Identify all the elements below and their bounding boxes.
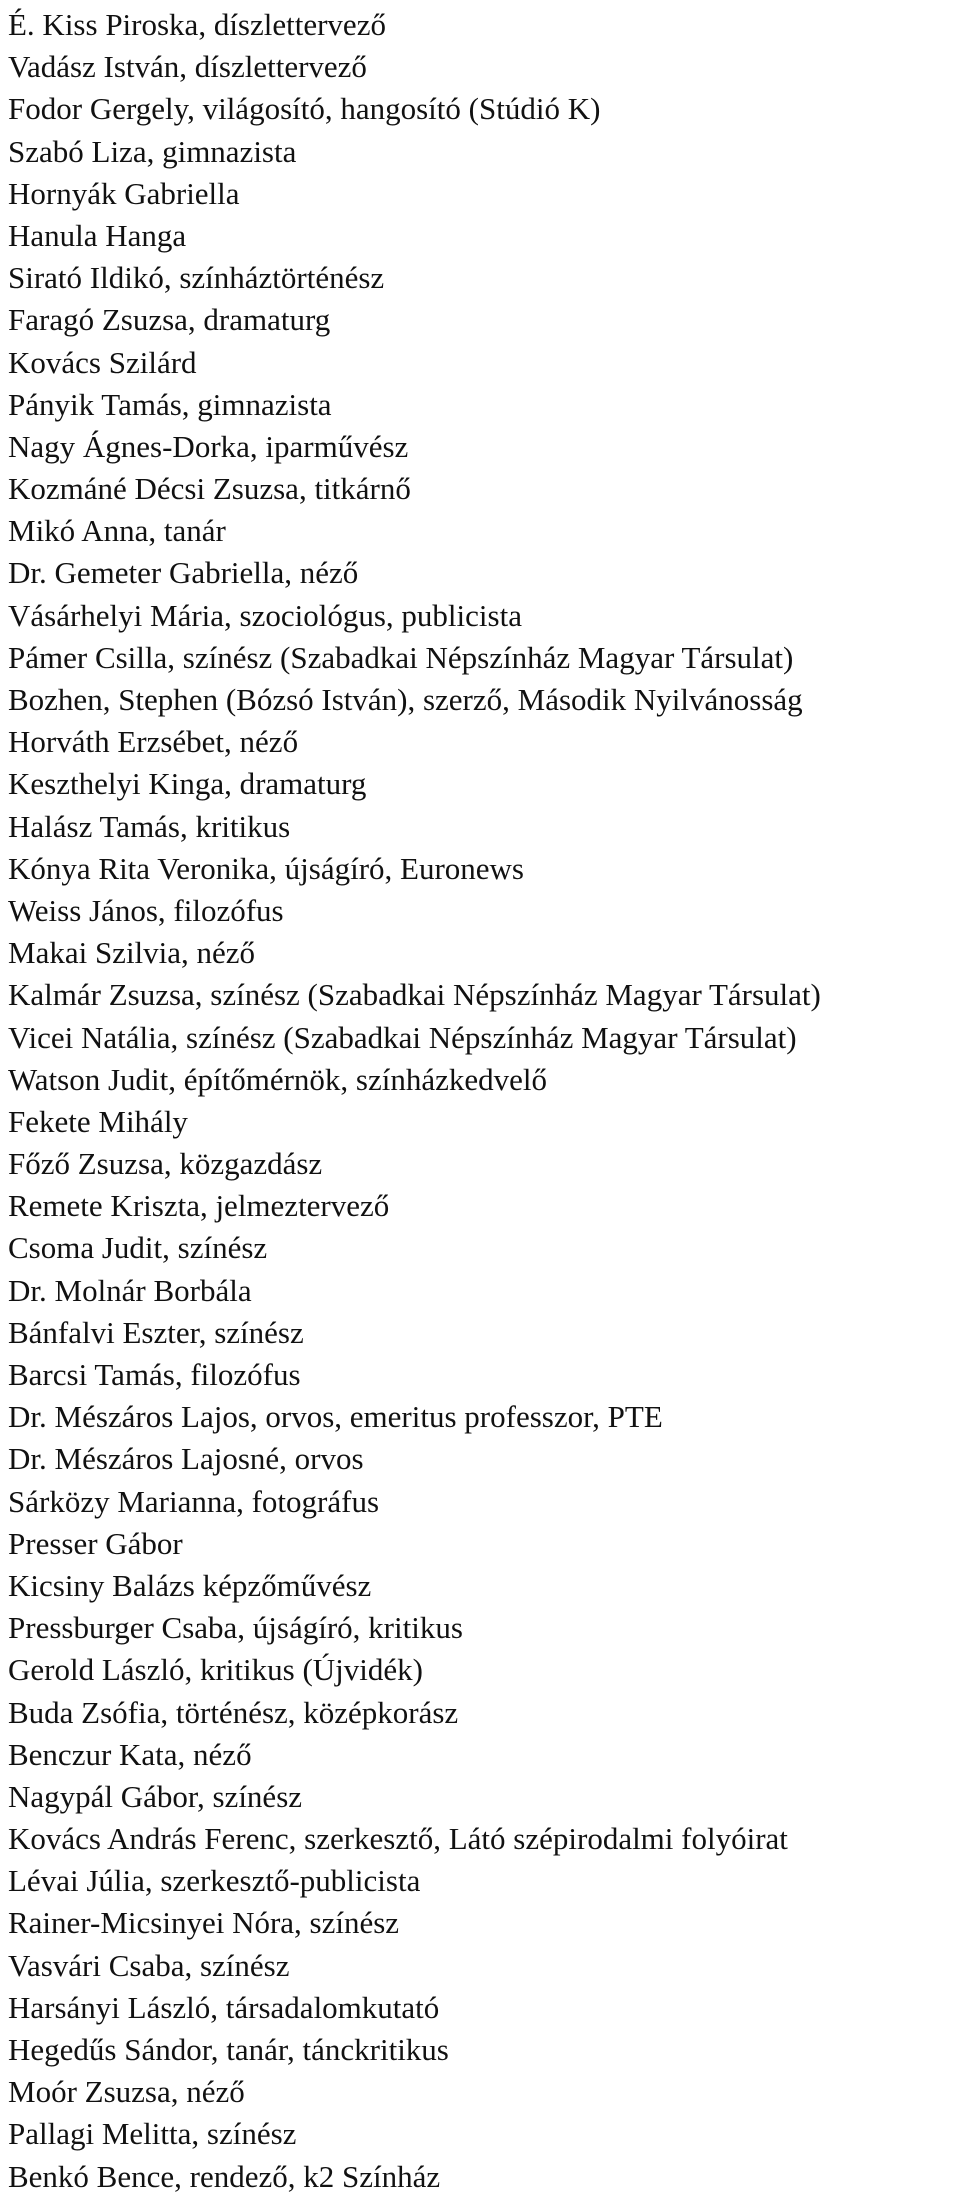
signatory-entry: Kozmáné Décsi Zsuzsa, titkárnő [8, 471, 411, 507]
signatory-entry: Nagy Ágnes-Dorka, iparművész [8, 428, 409, 464]
signatory-entry: Weiss János, filozófus [8, 892, 284, 928]
signatory-entry: Pallagi Melitta, színész [8, 2116, 297, 2152]
signatory-entry: Főző Zsuzsa, közgazdász [8, 1146, 323, 1182]
signatory-entry: Halász Tamás, kritikus [8, 808, 291, 844]
signatory-entry: Buda Zsófia, történész, középkorász [8, 1694, 459, 1730]
signatory-entry: Vadász István, díszlettervező [8, 49, 367, 85]
signatory-entry: Benczur Kata, néző [8, 1736, 252, 1772]
signatory-entry: Hornyák Gabriella [8, 175, 240, 211]
signatory-entry: Barcsi Tamás, filozófus [8, 1357, 301, 1392]
signatory-entry: Fekete Mihály [8, 1103, 188, 1139]
signatory-entry: Sirató Ildikó, színháztörténész [8, 260, 385, 296]
signatory-entry: Keszthelyi Kinga, dramaturg [8, 766, 367, 802]
signatory-entry: Remete Kriszta, jelmeztervező [8, 1188, 390, 1224]
signatory-entry: Makai Szilvia, néző [8, 935, 256, 971]
signatory-entry: Kovács Szilárd [8, 344, 197, 380]
signatory-entry: Bánfalvi Eszter, színész [8, 1314, 304, 1350]
signatory-entry: Hegedűs Sándor, tanár, tánckritikus [8, 2032, 449, 2067]
signatory-entry: Kónya Rita Veronika, újságíró, Euronews [8, 850, 524, 886]
signatory-entry: Moór Zsuzsa, néző [8, 2074, 245, 2110]
signatory-entry: Dr. Gemeter Gabriella, néző [8, 555, 359, 591]
signatory-entry: Hanula Hanga [8, 217, 187, 253]
signatory-entry: Nagypál Gábor, színész [8, 1778, 303, 1814]
signatory-entry: Horváth Erzsébet, néző [8, 724, 299, 760]
signatory-entry: Benkó Bence, rendező, k2 Színház [8, 2158, 441, 2194]
signatory-entry: Szabó Liza, gimnazista [8, 133, 297, 169]
signatory-entry: Vicei Natália, színész (Szabadkai Népszínház Magyar Társulat) [8, 1019, 797, 1055]
signatory-entry: Dr. Mészáros Lajos, orvos, emeritus professzor, PTE [8, 1399, 663, 1435]
signatory-entry: Pressburger Csaba, újságíró, kritikus [8, 1610, 463, 1646]
signatory-entry: Presser Gábor [8, 1525, 183, 1561]
signatory-entry: Vasvári Csaba, színész [8, 1947, 290, 1983]
signatory-entry: Kalmár Zsuzsa, színész (Szabadkai Népszínház Magyar Társulat) [8, 977, 821, 1013]
signatory-entry: Dr. Mészáros Lajosné, orvos [8, 1441, 364, 1477]
signatory-entry: Sárközy Marianna, fotográfus [8, 1483, 380, 1519]
signatory-entry: Mikó Anna, tanár [8, 513, 226, 549]
signatory-entry: É. Kiss Piroska, díszlettervező [8, 7, 386, 42]
signatory-entry: Dr. Molnár Borbála [8, 1272, 252, 1308]
signatory-entry: Rainer-Micsinyei Nóra, színész [8, 1905, 400, 1941]
signatory-entry: Gerold László, kritikus (Újvidék) [8, 1652, 423, 1688]
signatory-entry: Lévai Júlia, szerkesztő-publicista [8, 1863, 421, 1899]
signatory-entry: Harsányi László, társadalomkutató [8, 1989, 440, 2025]
signatory-entry: Bozhen, Stephen (Bózsó István), szerző, Második Nyilvánosság [8, 682, 803, 717]
signatory-entry: Pányik Tamás, gimnazista [8, 386, 332, 422]
signatory-entry: Faragó Zsuzsa, dramaturg [8, 302, 331, 338]
signatory-entry: Kicsiny Balázs képzőművész [8, 1567, 372, 1603]
signatory-list [8, 4, 958, 2198]
signatory-entry: Watson Judit, építőmérnök, színházkedvelő [8, 1061, 548, 1097]
signatory-entry: Pámer Csilla, színész (Szabadkai Népszínház Magyar Társulat) [8, 639, 794, 675]
signatory-entry: Csoma Judit, színész [8, 1230, 268, 1266]
signatory-entry: Vásárhelyi Mária, szociológus, publicista [8, 597, 522, 633]
signatory-entry: Fodor Gergely, világosító, hangosító (Stúdió K) [8, 91, 601, 127]
signatory-entry: Kovács András Ferenc, szerkesztő, Látó szépirodalmi folyóirat [8, 1821, 788, 1857]
